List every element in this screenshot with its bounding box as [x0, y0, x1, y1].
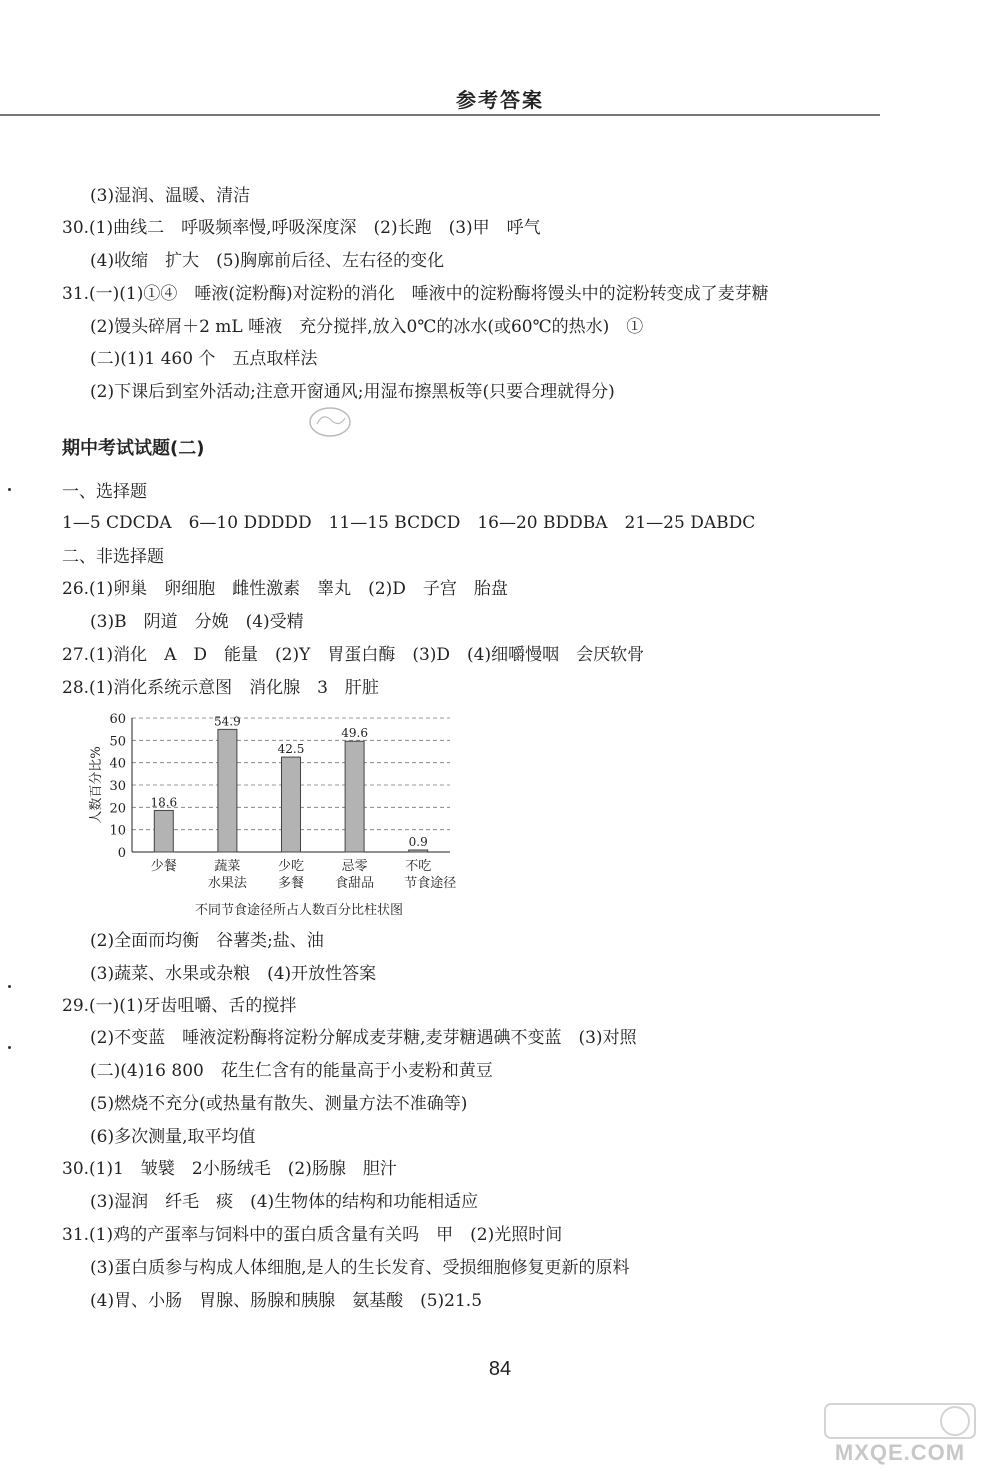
choice-answers: 1—5 CDCDA 6—10 DDDDD 11—15 BCDCD 16—20 BDDBA 21—25 DABDC — [62, 513, 756, 533]
category-label: 少吃 — [277, 859, 305, 874]
category-label: 食甜品 — [335, 876, 375, 891]
answer-line: (二)(1)1 460 个 五点取样法 — [90, 349, 318, 369]
answer-line: (5)燃烧不充分(或热量有散失、测量方法不准确等) — [90, 1094, 468, 1114]
answer-line: (2)全面而均衡 谷薯类;盐、油 — [90, 931, 324, 951]
answer-line: (3)蛋白质参与构成人体细胞,是人的生长发育、受损细胞修复更新的原料 — [90, 1258, 630, 1278]
answer-line: 29.(一)(1)牙齿咀嚼、舌的搅拌 — [62, 996, 297, 1016]
nonchoice-heading: 二、非选择题 — [62, 547, 164, 567]
category-label: 多餐 — [277, 876, 305, 891]
bar — [345, 741, 364, 852]
scan-speck — [8, 488, 11, 491]
answer-line: (2)下课后到室外活动;注意开窗通风;用湿布擦黑板等(只要合理就得分) — [90, 382, 615, 402]
bar-chart — [80, 706, 480, 921]
y-tick-label: 20 — [109, 801, 126, 817]
answer-line: 30.(1)1 皱襞 2小肠绒毛 (2)肠腺 胆汁 — [62, 1159, 397, 1179]
answer-line: 27.(1)消化 A D 能量 (2)Y 胃蛋白酶 (3)D (4)细嚼慢咽 会厌软骨 — [62, 645, 645, 665]
y-tick-label: 10 — [109, 823, 126, 839]
category-label: 忌零 — [341, 859, 368, 874]
bar — [409, 850, 428, 852]
category-label: 不吃 — [405, 859, 432, 874]
bar — [154, 810, 173, 852]
category-label: 节食途径 — [404, 876, 457, 891]
y-tick-label: 0 — [117, 846, 126, 861]
answer-line: (3)蔬菜、水果或杂粮 (4)开放性答案 — [90, 964, 377, 984]
answer-line: (6)多次测量,取平均值 — [90, 1127, 256, 1147]
answer-line: (3)湿润 纤毛 痰 (4)生物体的结构和功能相适应 — [90, 1192, 479, 1212]
answer-line: 30.(1)曲线二 呼吸频率慢,呼吸深度深 (2)长跑 (3)甲 呼气 — [62, 218, 541, 238]
answer-line: (3)B 阴道 分娩 (4)受精 — [90, 612, 304, 632]
scan-speck — [8, 1046, 11, 1049]
data-label: 0.9 — [408, 834, 428, 849]
y-tick-label: 60 — [109, 712, 126, 727]
answer-line: 28.(1)消化系统示意图 消化腺 3 肝脏 — [62, 678, 379, 698]
watermark-site: MXQE.COM — [834, 1440, 966, 1465]
answer-line: (3)湿润、温暖、清洁 — [90, 186, 251, 206]
answer-line: (二)(4)16 800 花生仁含有的能量高于小麦粉和黄豆 — [90, 1061, 493, 1081]
y-tick-label: 50 — [109, 734, 126, 750]
category-label: 少餐 — [150, 859, 177, 874]
chart-caption: 不同节食途径所占人数百分比柱状图 — [194, 903, 404, 918]
handwritten-stamp — [305, 402, 355, 440]
answer-line: (4)胃、小肠 胃腺、肠腺和胰腺 氨基酸 (5)21.5 — [90, 1291, 483, 1311]
answer-line: (2)不变蓝 唾液淀粉酶将淀粉分解成麦芽糖,麦芽糖遇碘不变蓝 (3)对照 — [90, 1028, 637, 1048]
watermark-logo — [805, 1400, 995, 1442]
data-label: 54.9 — [214, 714, 241, 729]
answer-line: 26.(1)卵巢 卵细胞 雌性激素 睾丸 (2)D 子宫 胎盘 — [62, 579, 508, 599]
page-header-title: 参考答案 — [456, 88, 544, 112]
answer-line: (4)收缩 扩大 (5)胸廓前后径、左右径的变化 — [90, 251, 445, 271]
data-label: 42.5 — [277, 742, 305, 757]
answer-line: 31.(1)鸡的产蛋率与饲料中的蛋白质含量有关吗 甲 (2)光照时间 — [62, 1225, 563, 1245]
page-number: 84 — [488, 1358, 512, 1380]
y-axis-label: 人数百分比% — [89, 746, 104, 824]
bar — [282, 757, 301, 852]
data-label: 49.6 — [341, 726, 368, 741]
header-divider — [0, 114, 880, 116]
data-label: 18.6 — [150, 795, 178, 810]
answer-line: 31.(一)(1)①④ 唾液(淀粉酶)对淀粉的消化 唾液中的淀粉酶将馒头中的淀粉转变成了麦芽糖 — [62, 284, 769, 304]
section-title: 期中考试试题(二) — [62, 438, 205, 459]
category-label: 蔬菜 — [214, 859, 241, 874]
y-tick-label: 40 — [109, 756, 126, 772]
watermark — [805, 1400, 995, 1468]
answer-line: (2)馒头碎屑＋2 mL 唾液 充分搅拌,放入0℃的冰水(或60℃的热水) ① — [90, 317, 644, 337]
scan-speck — [8, 985, 11, 988]
choice-heading: 一、选择题 — [62, 482, 147, 502]
category-label: 水果法 — [207, 876, 247, 891]
bar — [218, 729, 237, 852]
y-tick-label: 30 — [109, 779, 126, 794]
